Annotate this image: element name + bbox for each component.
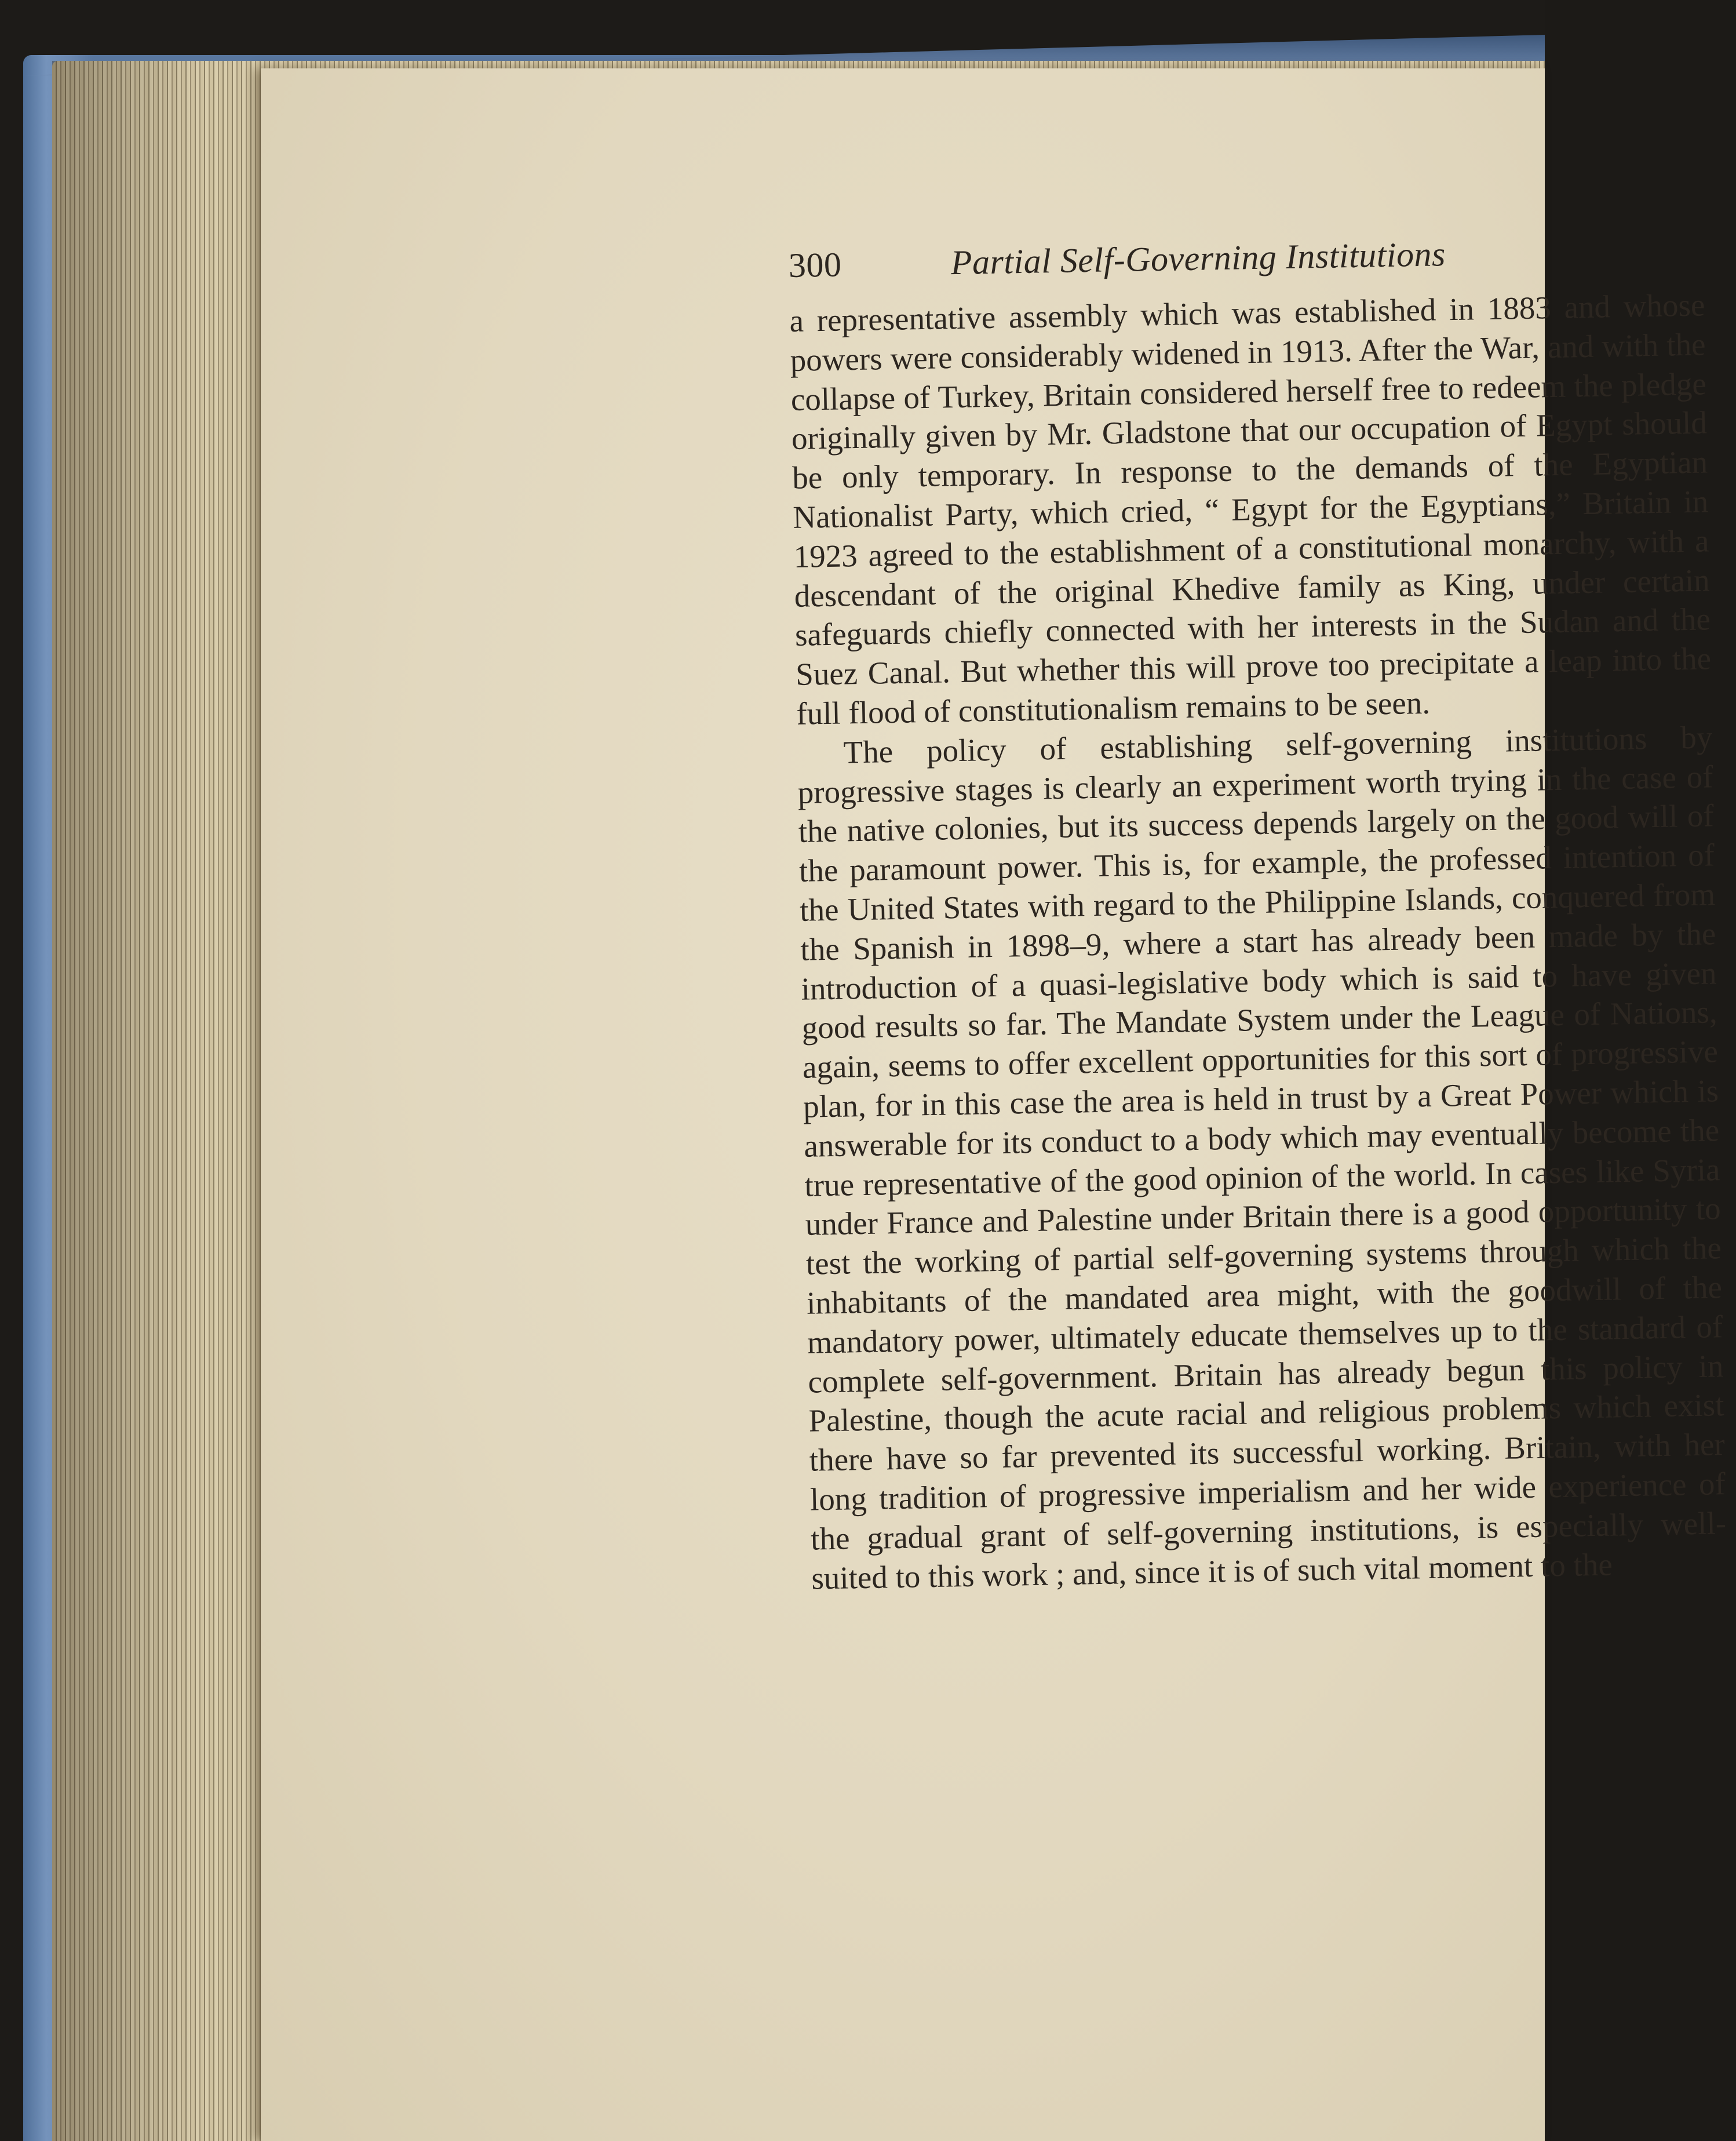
page-edges-shadow	[52, 61, 261, 2141]
text-block	[788, 220, 1736, 2091]
paragraph-2: The policy of establishing self-governing institutions by progressive stages is clearly an experiment worth trying in the case of the native colonies, but its success depends largely on the good will of the paramount power. This is, for example, the professed intention of the United States with regard to the Philippine Islands, conquered from the Spanish in 1898–9, where a start has already been made by the introduction of a quasi-legislative body which is said to have given good results so far. The Mandate System under the League of Nations, again, seems to offer excellent opportunities for this sort of progressive plan, for in this case the area is held in trust by a Great Power which is answerable for its conduct to a body which may eventually become the true representative of the good opinion of the world. In cases like Syria under France and Palestine under Britain there is a good opportunity to test the working of partial self-governing systems through which the inhabitants of the mandated area might, with the goodwill of the mandatory power, ultimately educate themselves up to the standard of complete self-government. Britain has already begun this policy in Palestine, though the acute racial and religious problems which exist there have so far prevented its successful working. Britain, with her long tradition of progressive imperialism and her wide experience of the gradual grant of self-governing institutions, is especially well-suited to this work ; and, since it is of such vital moment to the	[797, 719, 1727, 1596]
page-number: 300	[788, 245, 842, 285]
paragraph-1: a representative assembly which was established in 1883 and whose powers were considerably widened in 1913. After the War, and with the collapse of Turkey, Britain considered herself free to redeem the pledge originally given by Mr. Gladstone that our occupation of Egypt should be only temporary. In response to the demands of the Egyptian Nationalist Party, which cried, “ Egypt for the Egyptians,” Britain in 1923 agreed to the establishment of a constitutional monarchy, with a descendant of the original Khedive family as King, under certain safeguards chiefly connected with her interests in the Sudan and the Suez Canal. But whether this will prove too precipitate a leap into the full flood of constitutionalism remains to be seen.	[789, 287, 1712, 731]
running-head	[788, 220, 1705, 294]
book-page	[261, 68, 1727, 2141]
running-title: Partial Self-Governing Institutions	[950, 235, 1446, 282]
body-text	[789, 285, 1727, 1598]
